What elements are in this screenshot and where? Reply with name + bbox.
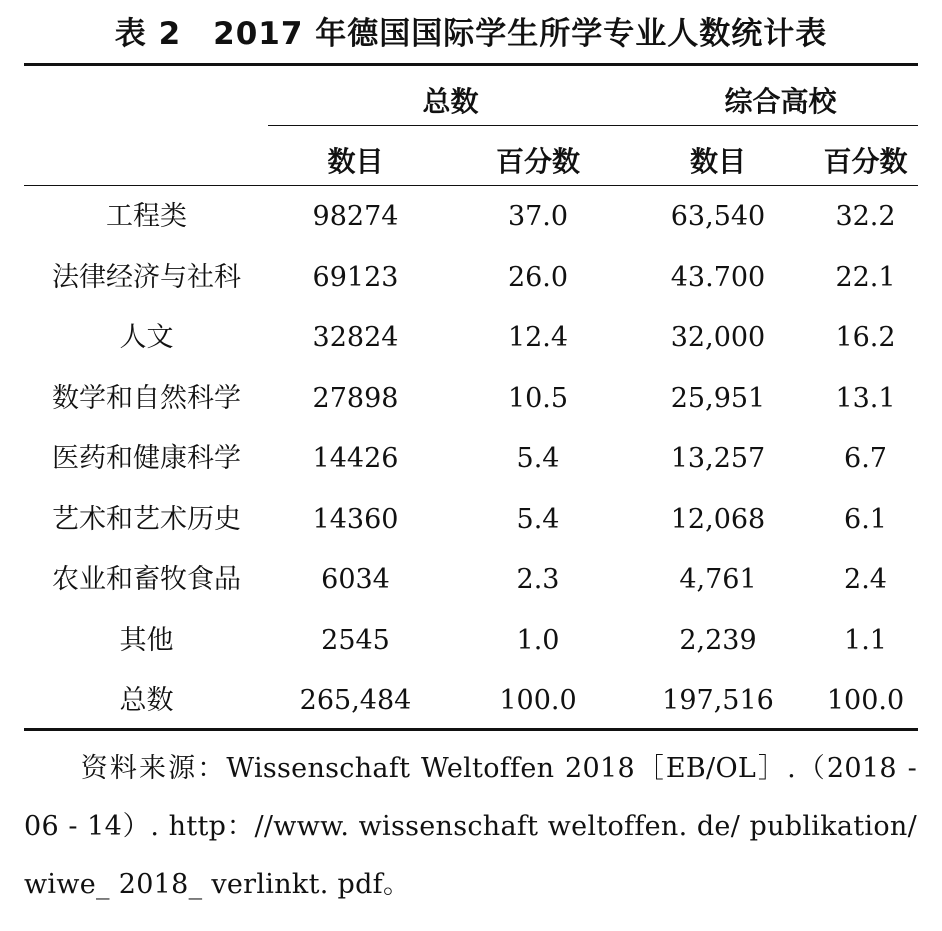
table-row-8-university-percent: 1.1 — [844, 625, 887, 656]
table-row-2-field-name: 法律经济与社科 — [52, 262, 241, 293]
table-row-9-university-count: 197,516 — [662, 685, 774, 716]
header-mid-rule — [268, 125, 918, 126]
header-percent-university: 百分数 — [823, 145, 908, 178]
table-row-2-total-percent: 26.0 — [507, 262, 569, 293]
table-row-1-university-count: 63,540 — [670, 201, 766, 232]
table-row-4-total-count: 27898 — [312, 383, 399, 414]
table-row-1-total-count: 98274 — [312, 201, 399, 232]
bottom-rule — [24, 728, 918, 731]
table-row-3-university-percent: 16.2 — [835, 322, 896, 353]
table-row-8-total-count: 2545 — [321, 625, 390, 656]
table-row-7-field-name: 农业和畜牧食品 — [52, 564, 241, 595]
table-row-1-field-name: 工程类 — [106, 201, 187, 232]
table-row-5-university-count: 13,257 — [670, 443, 766, 474]
table-row-9-field-name: 总数 — [119, 685, 174, 716]
table-row-5-field-name: 医药和健康科学 — [52, 443, 241, 474]
table-row-4-university-percent: 13.1 — [835, 383, 896, 414]
table-row-3-university-count: 32,000 — [670, 322, 766, 353]
table-row-8-total-percent: 1.0 — [516, 625, 560, 656]
top-rule — [24, 63, 918, 66]
table-row-2-university-percent: 22.1 — [835, 262, 896, 293]
table-row-6-field-name: 艺术和艺术历史 — [52, 504, 241, 535]
table-row-4-field-name: 数学和自然科学 — [52, 383, 241, 414]
table-row-8-field-name: 其他 — [119, 625, 174, 656]
table-row-3-total-percent: 12.4 — [507, 322, 569, 353]
table-row-9-total-count: 265,484 — [299, 685, 412, 716]
header-bottom-rule — [24, 185, 918, 186]
table-row-2-total-count: 69123 — [312, 262, 399, 293]
table-title: 表 2 2017 年德国国际学生所学专业人数统计表 — [114, 16, 828, 52]
table-row-1-total-percent: 37.0 — [507, 201, 569, 232]
table-row-5-total-percent: 5.4 — [516, 443, 560, 474]
table-row-4-total-percent: 10.5 — [507, 383, 569, 414]
header-group-university: 综合高校 — [724, 85, 837, 118]
table-row-9-total-percent: 100.0 — [499, 685, 577, 716]
table-row-6-total-percent: 5.4 — [516, 504, 560, 535]
header-count-university: 数目 — [689, 145, 746, 178]
table-row-4-university-count: 25,951 — [670, 383, 766, 414]
table-row-3-total-count: 32824 — [312, 322, 399, 353]
table-row-2-university-count: 43.700 — [670, 262, 766, 293]
table-row-7-university-percent: 2.4 — [844, 564, 887, 595]
table-row-7-total-percent: 2.3 — [516, 564, 560, 595]
table-row-5-university-percent: 6.7 — [844, 443, 887, 474]
source-note: 资料来源：Wissenschaft Weltoffen 2018［EB/OL］.（2018 - 06 - 14）. http：//www. wissenschaft weltoffen. de/ publikation/ wiwe_ 2018_ verlinkt. pdf。 — [24, 753, 917, 900]
table-row-3-field-name: 人文 — [119, 322, 174, 353]
table-row-5-total-count: 14426 — [312, 443, 399, 474]
header-percent-total: 百分数 — [495, 145, 580, 178]
table-row-7-total-count: 6034 — [321, 564, 390, 595]
header-group-total: 总数 — [422, 85, 479, 118]
table-row-1-university-percent: 32.2 — [835, 201, 896, 232]
table-row-6-university-count: 12,068 — [670, 504, 766, 535]
table-row-9-university-percent: 100.0 — [826, 685, 905, 716]
table-row-6-university-percent: 6.1 — [844, 504, 887, 535]
header-count-total: 数目 — [327, 145, 384, 178]
table-row-8-university-count: 2,239 — [679, 625, 757, 656]
table-row-7-university-count: 4,761 — [679, 564, 757, 595]
table-row-6-total-count: 14360 — [312, 504, 399, 535]
